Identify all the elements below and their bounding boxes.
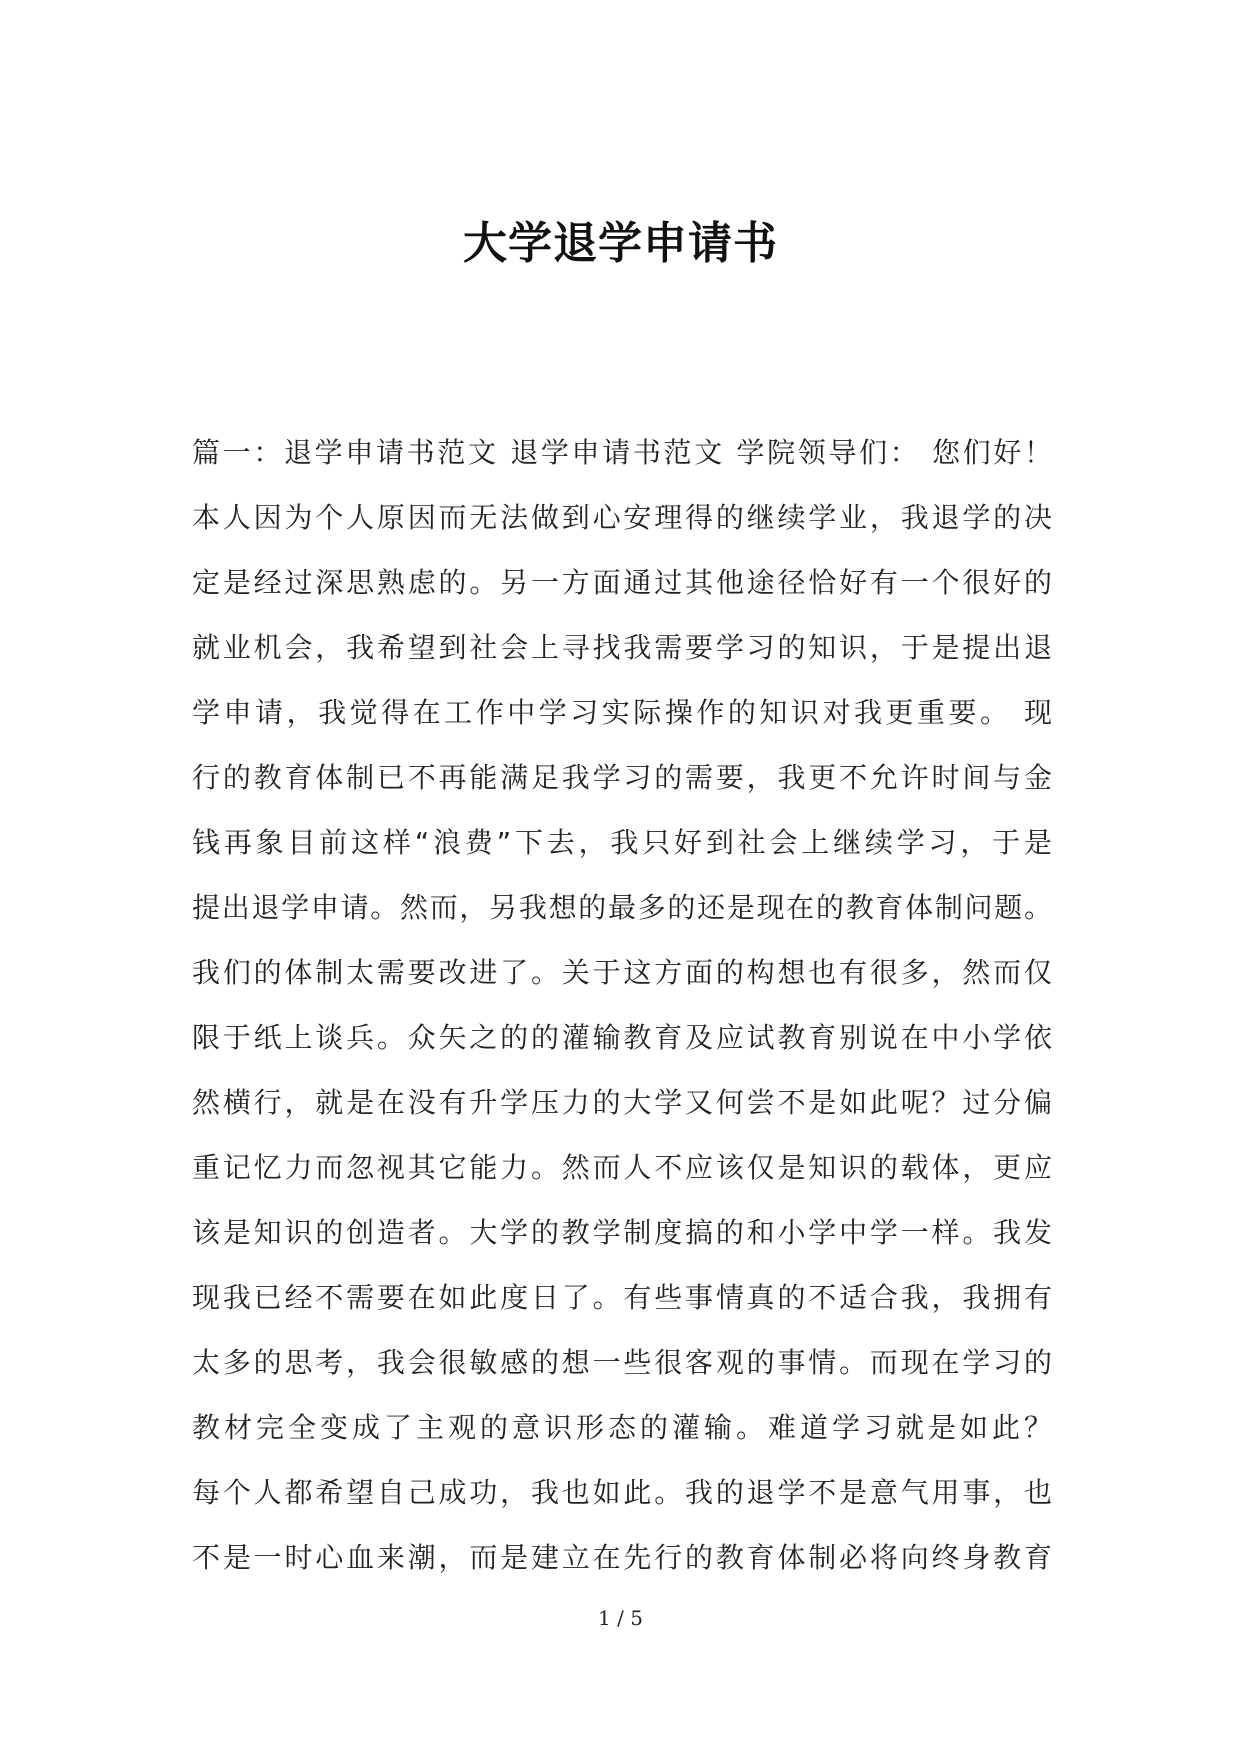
- document-title: 大学退学申请书: [463, 218, 778, 269]
- text-line-content: 每个人都希望自己成功，我也如此。我的退学不是意气用事，也: [192, 1476, 1055, 1509]
- text-line-content: 不是一时心血来潮，而是建立在先行的教育体制必将向终身教育: [192, 1541, 1055, 1574]
- text-line: [192, 420, 1055, 485]
- text-line-content: 该是知识的创造者。大学的教学制度搞的和小学中学一样。我发: [192, 1216, 1055, 1249]
- text-line: [192, 1135, 1055, 1200]
- text-line: [192, 1330, 1055, 1395]
- text-line-content: 就业机会，我希望到社会上寻找我需要学习的知识，于是提出退: [192, 631, 1055, 664]
- text-line: [192, 810, 1056, 875]
- page-number: 1 / 5: [598, 1606, 643, 1630]
- text-line-content: 我们的体制太需要改进了。关于这方面的构想也有很多，然而仅: [192, 956, 1055, 989]
- text-line: [192, 940, 1055, 1005]
- text-line: [192, 680, 1056, 745]
- text-line-content: 行的教育体制已不再能满足我学习的需要，我更不允许时间与金: [192, 761, 1055, 794]
- text-line-content: 教材完全变成了主观的意识形态的灌输。难道学习就是如此？: [192, 1411, 1056, 1444]
- text-line: [192, 550, 1055, 615]
- document-body: [192, 420, 1056, 1590]
- text-line: [192, 1460, 1055, 1525]
- text-line-content: 重记忆力而忽视其它能力。然而人不应该仅是知识的载体，更应: [192, 1151, 1055, 1184]
- text-line: [192, 615, 1055, 680]
- text-line: [192, 875, 1052, 940]
- text-line: [192, 1265, 1055, 1330]
- text-line: [192, 745, 1055, 810]
- text-line: [192, 485, 1055, 550]
- text-line: [192, 1525, 1055, 1590]
- text-line: [192, 1070, 1055, 1135]
- text-line-content: 现我已经不需要在如此度日了。有些事情真的不适合我，我拥有: [192, 1281, 1055, 1314]
- text-line-content: 太多的思考，我会很敏感的想一些很客观的事情。而现在学习的: [192, 1346, 1055, 1379]
- text-line-content: 钱再象目前这样“浪费”下去，我只好到社会上继续学习，于是: [192, 826, 1056, 859]
- text-line-content: 提出退学申请。然而，另我想的最多的还是现在的教育体制问题。: [192, 891, 1054, 924]
- text-line-content: 限于纸上谈兵。众矢之的的灌输教育及应试教育别说在中小学依: [192, 1021, 1055, 1054]
- text-line-content: 篇一：退学申请书范文 退学申请书范文 学院领导们： 您们好！: [192, 436, 1055, 469]
- text-line-content: 定是经过深思熟虑的。另一方面通过其他途径恰好有一个很好的: [192, 566, 1055, 599]
- text-line: [192, 1395, 1056, 1460]
- text-line: [192, 1005, 1055, 1070]
- text-line: [192, 1200, 1055, 1265]
- text-line-content: 然横行，就是在没有升学压力的大学又何尝不是如此呢？过分偏: [192, 1086, 1055, 1119]
- text-line-content: 本人因为个人原因而无法做到心安理得的继续学业，我退学的决: [192, 501, 1055, 534]
- text-line-content: 学申请，我觉得在工作中学习实际操作的知识对我更重要。 现: [192, 696, 1056, 729]
